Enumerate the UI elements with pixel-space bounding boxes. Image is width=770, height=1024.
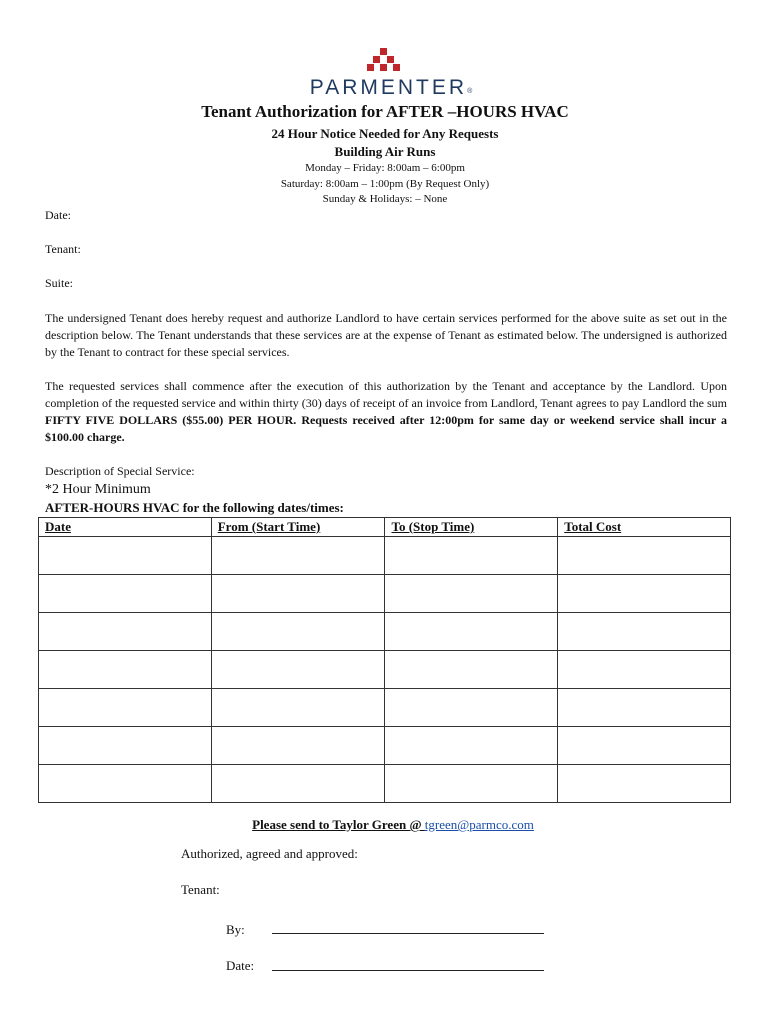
- date-cell[interactable]: [39, 537, 212, 575]
- stop-cell[interactable]: [385, 651, 558, 689]
- payment-paragraph: The requested services shall commence after the execution of this authorization by the Tenant and acceptance by the Landlord. Upon completion of the requested service and within thirty (30) days of receipt of an invoice from Landlord, Tenant agrees to pay Landlord the sum FIFTY FIVE DOLLARS ($55.00) PER HOUR. Requests received after 12:00pm for same day or weekend service shall incur a $100.00 charge.: [45, 379, 727, 444]
- form-title: Tenant Authorization for AFTER –HOURS HVAC: [201, 102, 569, 121]
- rate-statement: FIFTY FIVE DOLLARS ($55.00) PER HOUR. Requests received after 12:00pm for same day or weekend service shall incur a $100.00 charge.: [45, 413, 727, 444]
- date-cell[interactable]: [39, 651, 212, 689]
- authorized-label: Authorized, agreed and approved:: [181, 846, 358, 861]
- table-row: [39, 765, 731, 803]
- date-cell[interactable]: [39, 727, 212, 765]
- table-row: [39, 613, 731, 651]
- date-cell[interactable]: [39, 613, 212, 651]
- start-cell[interactable]: [211, 575, 385, 613]
- description-label: Description of Special Service:: [45, 464, 195, 478]
- tenant-field-label: Tenant:: [45, 242, 81, 256]
- column-header-stop: To (Stop Time): [385, 518, 558, 537]
- table-title: AFTER-HOURS HVAC for the following dates/times:: [45, 500, 344, 515]
- table-row: [39, 651, 731, 689]
- date-cell[interactable]: [39, 575, 212, 613]
- date-cell[interactable]: [39, 765, 212, 803]
- notice-line: 24 Hour Notice Needed for Any Requests: [271, 126, 499, 141]
- stop-cell[interactable]: [385, 727, 558, 765]
- by-label: By:: [226, 922, 245, 937]
- air-runs-heading: Building Air Runs: [334, 144, 436, 159]
- cost-cell[interactable]: [558, 689, 731, 727]
- hours-sunday: Sunday & Holidays: – None: [322, 193, 448, 205]
- send-instruction: Please send to Taylor Green @ tgreen@parmco.com: [252, 817, 534, 832]
- suite-field-label: Suite:: [45, 276, 74, 290]
- table-row: [39, 727, 731, 765]
- stop-cell[interactable]: [385, 537, 558, 575]
- table-row: [39, 575, 731, 613]
- column-header-cost: Total Cost: [558, 518, 731, 537]
- table-row: [39, 689, 731, 727]
- minimum-note: *2 Hour Minimum: [45, 482, 151, 497]
- hours-saturday: Saturday: 8:00am – 1:00pm (By Request Only): [280, 178, 490, 190]
- date-cell[interactable]: [39, 689, 212, 727]
- start-cell[interactable]: [211, 727, 385, 765]
- start-cell[interactable]: [211, 765, 385, 803]
- start-cell[interactable]: [211, 613, 385, 651]
- cost-cell[interactable]: [558, 575, 731, 613]
- by-signature-line[interactable]: [272, 933, 544, 934]
- stop-cell[interactable]: [385, 765, 558, 803]
- cost-cell[interactable]: [558, 727, 731, 765]
- date-field-label: Date:: [45, 208, 71, 222]
- tenant-signature-label: Tenant:: [181, 882, 220, 897]
- cost-cell[interactable]: [558, 537, 731, 575]
- service-table: [38, 517, 731, 803]
- date-signature-line[interactable]: [272, 970, 544, 971]
- stop-cell[interactable]: [385, 575, 558, 613]
- email-link[interactable]: tgreen@parmco.com: [424, 817, 534, 832]
- cost-cell[interactable]: [558, 651, 731, 689]
- cost-cell[interactable]: [558, 765, 731, 803]
- stop-cell[interactable]: [385, 689, 558, 727]
- cost-cell[interactable]: [558, 613, 731, 651]
- start-cell[interactable]: [211, 651, 385, 689]
- brand-logo: PARMENTER®: [309, 76, 473, 99]
- start-cell[interactable]: [211, 689, 385, 727]
- table-row: [39, 537, 731, 575]
- hours-weekday: Monday – Friday: 8:00am – 6:00pm: [305, 162, 465, 174]
- column-header-start: From (Start Time): [211, 518, 385, 537]
- column-header-date: Date: [39, 518, 212, 537]
- parmenter-logo-icon: [367, 48, 400, 72]
- date-signature-label: Date:: [226, 958, 255, 973]
- stop-cell[interactable]: [385, 613, 558, 651]
- authorization-paragraph: The undersigned Tenant does hereby request and authorize Landlord to have certain services performed for the above suite as set out in the description below. The Tenant understands that these services are at the expense of Tenant as estimated below. The undersigned is authorized by the Tenant to contract for these special services.: [45, 311, 727, 359]
- start-cell[interactable]: [211, 537, 385, 575]
